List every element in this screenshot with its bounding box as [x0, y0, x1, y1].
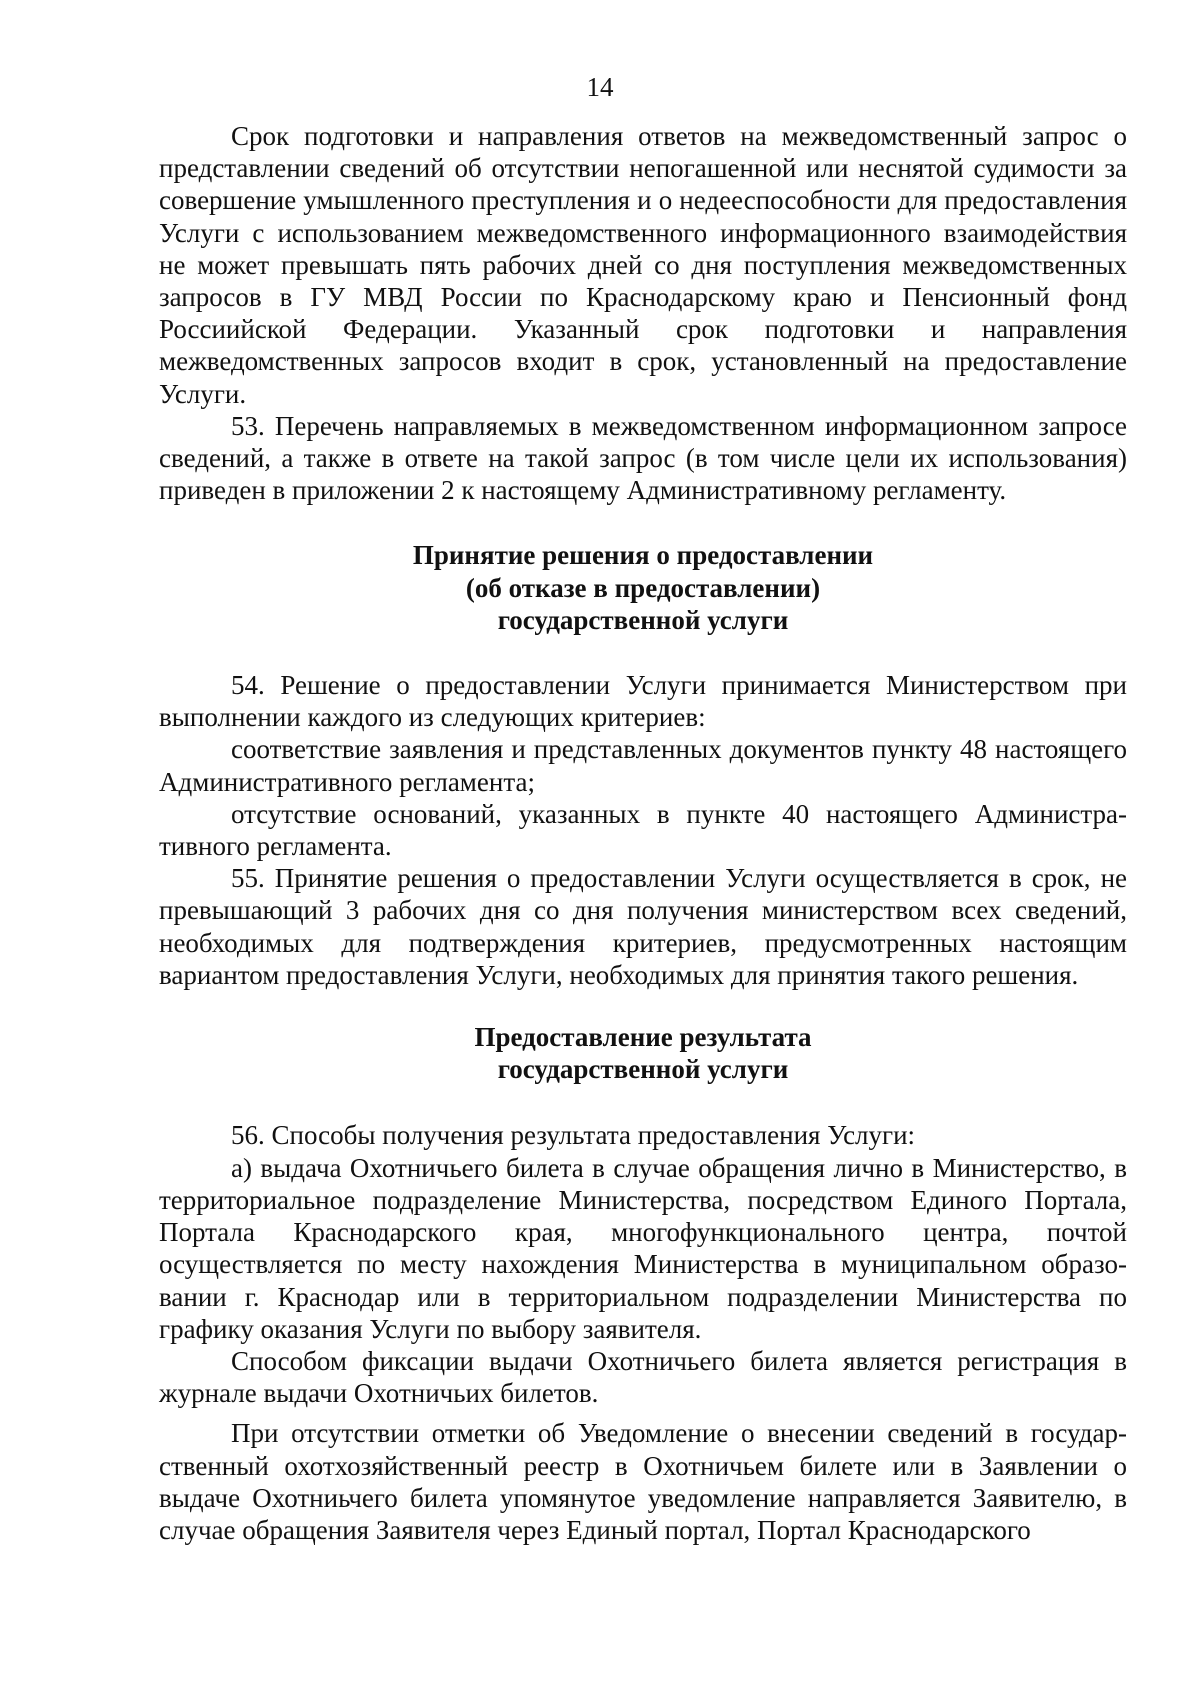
paragraph-registration: Способом фиксации выдачи Охотничьего билета является регистрация в журнале выдачи Охотничьих билетов.: [159, 1345, 1127, 1409]
document-body: [159, 120, 1127, 1546]
section-heading-decision-line-3: государственной услуги: [497, 604, 789, 635]
paragraph-56: 56. Способы получения результата предоставления Услуги:: [231, 1120, 916, 1151]
section-heading-result-line-1: Предоставление результата: [474, 1022, 812, 1053]
page-number: 14: [586, 72, 614, 102]
paragraph-55: 55. Принятие решения о предоставлении Услуги осуществляется в срок, не превышающий 3 рабочих дня со дня получения министерством всех сведений, необходимых для подтверждения критериев, предусмотренных настоящим вариантом предоставления Услуги, необходимых для принятия такого решения.: [159, 863, 1127, 990]
paragraph-deadline: Срок подготовки и направления ответов на межведомственный запрос о представлении сведений об отсутствии непогашенной или неснятой судимости за совершение умышленного преступления и о недееспособности для предоставления Услуги с использованием межведомственного информационного взаимодействия не может превышать пять рабочих дней со дня поступления межведомственных запросов в ГУ МВД России по Краснодарскому краю и Пенсионный фонд Россиийской Федерации. Указанный срок подготовки и направления межведомственных запросов входит в срок, установленный на предоставление Услуги.: [159, 121, 1127, 409]
section-heading-decision-line-1: Принятие решения о предоставлении: [412, 540, 874, 571]
paragraph-notification: При отсутствии отметки об Уведомление о внесении сведений в государственный охотхозяйственный реестр в Охотничьем билете или в Заявлении о выдаче Охотниьчего билета упомянутое уведомление направляется Заявителю, в случае обращения Заявителя через Единый портал, Портал Краснодарского: [159, 1418, 1127, 1545]
criterion-item-1: соответствие заявления и представленных документов пункту 48 настоящего Административного регламента;: [159, 734, 1127, 797]
criterion-item-2: отсутствие оснований, указанных в пункте 40 настоящего Административного регламента.: [159, 798, 1127, 862]
paragraph-53: 53. Перечень направляемых в межведомственном информационном запросе сведений, а также в ответе на такой запрос (в том числе цели их использования) приведен в приложении 2 к настоящему Административному регламенту.: [159, 410, 1127, 506]
paragraph-56-a: а) выдача Охотничьего билета в случае обращения лично в Министерство, в территориальное подразделение Министерства, посредством Единого Портала, Портала Краснодарского края, многофункционального центра, почтой осуществляется по месту нахождения Министерства в муниципальном образовании г. Краснодар или в территориальном подразделении Министерства по графику оказания Услуги по выбору заявителя.: [159, 1152, 1127, 1344]
paragraph-54: 54. Решение о предоставлении Услуги принимается Министерством при выполнении каждого из следующих критериев:: [159, 670, 1127, 733]
section-heading-result-line-2: государственной услуги: [497, 1054, 789, 1085]
section-heading-decision-line-2: (об отказе в предоставлении): [465, 572, 821, 603]
